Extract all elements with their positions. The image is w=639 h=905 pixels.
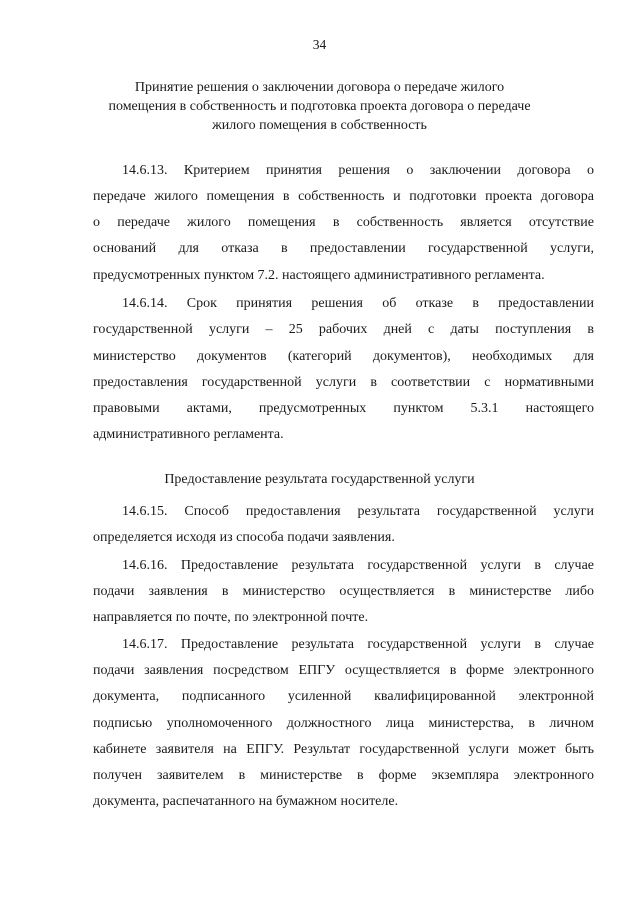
text-line: подписью уполномоченного должностного лица министерства, в личном (93, 716, 594, 731)
text-line: подачи заявления в министерство осуществляется в министерстве либо (93, 584, 594, 599)
text-line: определяется исходя из способа подачи заявления. (93, 530, 395, 545)
text-line: государственной услуги – 25 рабочих дней с даты поступления в (93, 322, 594, 337)
text-line: о передаче жилого помещения в собственность является отсутствие (93, 215, 594, 230)
text-line: правовыми актами, предусмотренных пунктом 5.3.1 настоящего (93, 401, 594, 416)
text-line: документа, подписанного усиленной квалифицированной электронной (93, 689, 594, 704)
text-line: предоставления государственной услуги в соответствии с нормативными (93, 375, 594, 390)
section-heading: Предоставление результата государственной услуги (164, 472, 475, 487)
section-heading-line: Принятие решения о заключении договора о передаче жилого (134, 80, 505, 95)
section-heading-line: помещения в собственность и подготовка проекта договора о передаче (108, 99, 531, 114)
text-line: 14.6.14. Срок принятия решения об отказе в предоставлении (122, 296, 594, 311)
text-line: оснований для отказа в предоставлении государственной услуги, (93, 241, 594, 256)
text-line: 14.6.15. Способ предоставления результата государственной услуги (122, 504, 594, 519)
text-line: направляется по почте, по электронной почте. (93, 610, 369, 625)
text-line: 14.6.13. Критерием принятия решения о заключении договора о (122, 163, 594, 178)
text-line: подачи заявления посредством ЕПГУ осуществляется в форме электронного (93, 663, 594, 678)
text-line: административного регламента. (93, 427, 284, 442)
page-number: 34 (312, 37, 327, 52)
text-line: 14.6.17. Предоставление результата государственной услуги в случае (122, 637, 594, 652)
text-line: документа, распечатанного на бумажном носителе. (93, 794, 399, 809)
section-heading-line: жилого помещения в собственность (212, 118, 427, 133)
text-line: передаче жилого помещения в собственность и подготовки проекта договора (93, 189, 594, 204)
text-line: кабинете заявителя на ЕПГУ. Результат государственной услуги может быть (93, 742, 594, 757)
text-line: министерство документов (категорий документов), необходимых для (93, 349, 594, 364)
text-line: получен заявителем в министерстве в форме экземпляра электронного (93, 768, 594, 783)
text-line: предусмотренных пунктом 7.2. настоящего административного регламента. (93, 268, 545, 283)
text-line: 14.6.16. Предоставление результата государственной услуги в случае (122, 558, 594, 573)
